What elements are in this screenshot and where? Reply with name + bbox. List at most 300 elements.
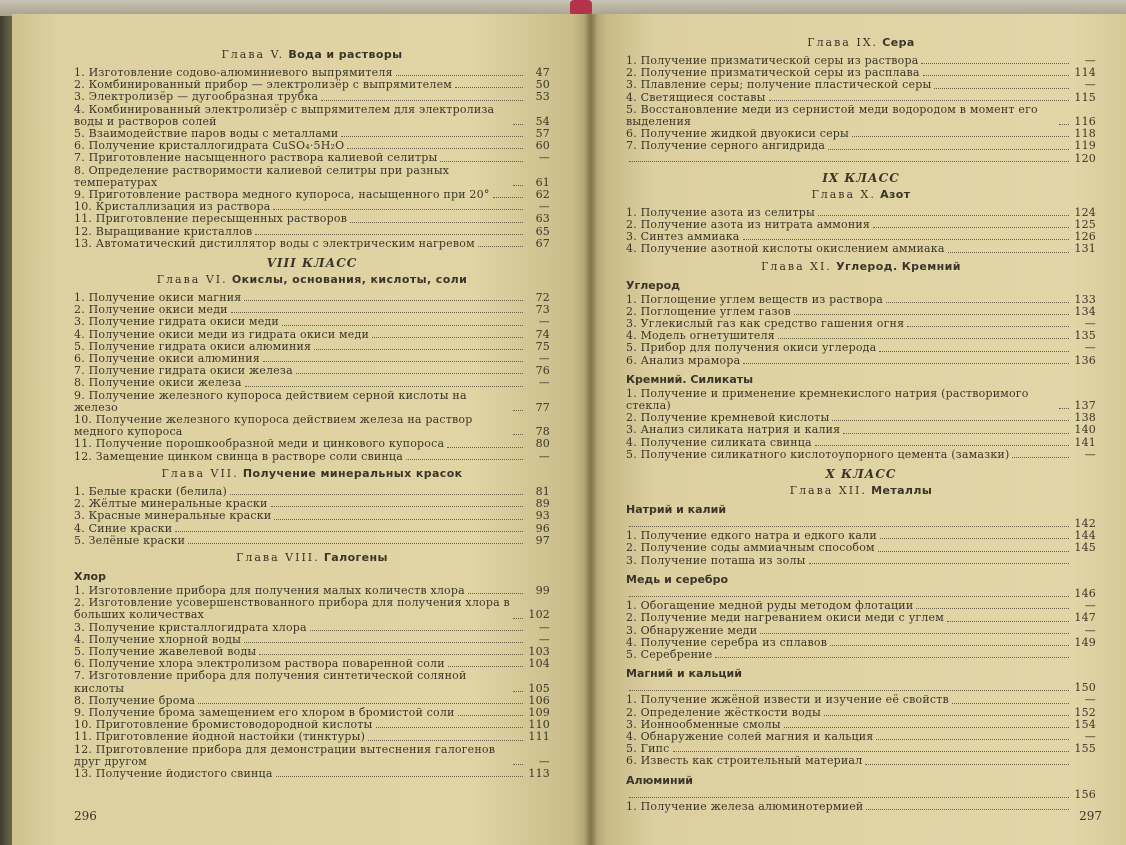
toc-entry-title: 2. Получение азота из нитрата аммония	[626, 218, 871, 232]
toc-entry-title: 9. Получение брома замещением его хлором в бромистой соли	[74, 705, 455, 719]
chapter-title: Азот	[880, 187, 911, 201]
toc-entry-title: 8. Получение окиси железа	[74, 376, 242, 390]
toc-page-number: —	[1084, 599, 1096, 613]
chapter-title: Вода и растворы	[288, 48, 403, 61]
toc-entry	[626, 625, 1096, 637]
toc-page-number: 155	[1074, 742, 1096, 756]
dot-leader	[832, 420, 1069, 421]
toc-page-number: 124	[1074, 205, 1096, 219]
dot-leader	[818, 215, 1069, 216]
dot-leader	[255, 234, 523, 235]
dot-leader	[1059, 408, 1069, 409]
toc-entry	[74, 622, 550, 634]
dot-leader	[244, 642, 523, 643]
toc-page-number: 136	[1074, 353, 1096, 367]
toc-page-number: 113	[528, 766, 550, 780]
dot-leader	[376, 727, 523, 728]
dot-leader	[513, 434, 523, 435]
dot-leader	[673, 751, 1070, 752]
toc-entry	[626, 694, 1096, 706]
right-page-content	[626, 36, 1096, 813]
toc-entry-title: 3. Электролизёр — дугообразная трубка	[74, 90, 319, 104]
chapter-label: Глава VII.	[161, 466, 239, 480]
toc-page-number: 99	[535, 583, 550, 597]
toc-page-number: 61	[535, 175, 550, 189]
dot-leader	[455, 87, 523, 88]
dot-leader	[629, 161, 1069, 162]
dot-leader	[879, 351, 1069, 352]
dot-leader	[769, 100, 1069, 101]
toc-page-number: 73	[535, 303, 550, 317]
dot-leader	[809, 563, 1069, 564]
toc-page-number: 65	[535, 224, 550, 238]
toc-page-number: —	[1084, 623, 1096, 637]
toc-entry	[626, 153, 1096, 165]
toc-list	[626, 682, 1096, 767]
dot-leader	[198, 703, 523, 704]
dot-leader	[188, 543, 523, 544]
toc-entry-title: 3. Получение гидрата окиси меди	[74, 315, 279, 329]
toc-entry-title: 2. Изготовление усовершенствованного прибора для получения хлора в больших количествах	[74, 596, 510, 622]
toc-page-number: 138	[1074, 411, 1096, 425]
toc-entry-title: 1. Поглощение углем веществ из раствора	[626, 292, 884, 306]
chapter-title: Окислы, основания, кислоты, соли	[231, 273, 468, 287]
toc-entry	[74, 377, 550, 389]
toc-entry	[626, 104, 1096, 128]
toc-entry-title: 6. Получение жидкой двуокиси серы	[626, 127, 849, 141]
toc-page-number: 76	[535, 364, 550, 378]
toc-entry-title: 6. Получение хлора электролизом раствора поваренной соли	[74, 657, 445, 671]
toc-entry-title: 1. Изготовление содово-алюминиевого выпрямителя	[74, 66, 393, 79]
toc-page-number: 89	[535, 497, 550, 511]
dot-leader	[230, 494, 523, 495]
toc-entry-title: 3. Получение кристаллогидрата хлора	[74, 620, 307, 634]
section-heading: Кремний. Силикаты	[626, 372, 754, 386]
toc-entry-title: 2. Жёлтые минеральные краски	[74, 497, 268, 511]
toc-entry	[74, 523, 550, 535]
toc-entry-title: 4. Комбинированный электролизёр с выпрямителем для электролиза воды и растворов солей	[74, 102, 495, 128]
toc-entry	[74, 535, 550, 547]
toc-entry	[626, 388, 1096, 412]
toc-entry	[74, 213, 550, 225]
dot-leader	[341, 136, 523, 137]
chapter-heading	[74, 551, 550, 564]
toc-page-number: 81	[535, 484, 550, 498]
section-heading: Натрий и калий	[626, 503, 727, 517]
toc-entry-title: 1. Получение окиси магния	[74, 291, 242, 305]
chapter-title: Металлы	[871, 484, 933, 498]
toc-page-number: 125	[1074, 218, 1096, 232]
toc-page-number: —	[538, 352, 550, 366]
toc-page-number: —	[538, 151, 550, 165]
toc-entry-title: 2. Определение жёсткости воды	[626, 705, 821, 719]
chapter-heading	[626, 188, 1096, 201]
dot-leader	[629, 596, 1069, 597]
chapter-label: Глава XII.	[789, 484, 867, 498]
toc-entry-title: 13. Получение йодистого свинца	[74, 766, 273, 780]
toc-entry	[626, 424, 1096, 436]
toc-entry	[626, 79, 1096, 91]
toc-page-number: 145	[1074, 541, 1096, 555]
dot-leader	[743, 363, 1069, 364]
toc-page-number: —	[1084, 54, 1096, 67]
toc-page-number: 126	[1074, 230, 1096, 244]
dot-leader	[916, 608, 1069, 609]
dot-leader	[921, 63, 1069, 64]
toc-entry-title: 6. Известь как строительный материал	[626, 754, 863, 768]
toc-page-number: —	[1084, 729, 1096, 743]
dot-leader	[314, 349, 523, 350]
section-heading: Магний и кальций	[626, 667, 742, 681]
toc-entry-title: 1. Получение железа алюминотермией	[626, 799, 864, 813]
toc-page-number: 147	[1074, 611, 1096, 625]
toc-entry-title: 2. Получение меди нагреванием окиси меди с углем	[626, 611, 944, 625]
toc-page-number: 105	[528, 681, 550, 695]
toc-list	[626, 207, 1096, 256]
dot-leader	[843, 433, 1069, 434]
dot-leader	[513, 410, 523, 411]
toc-page-number: 106	[528, 693, 550, 707]
toc-entry-title: 3. Обнаружение меди	[626, 623, 758, 637]
toc-entry-title: 10. Кристаллизация из раствора	[74, 200, 271, 214]
toc-entry-title: 3. Углекислый газ как средство гашения огня	[626, 317, 905, 331]
toc-entry-title: 7. Получение гидрата окиси железа	[74, 364, 293, 378]
toc-page-number: 47	[535, 66, 550, 79]
toc-list	[626, 518, 1096, 567]
right-page	[590, 14, 1126, 845]
section-heading: Углерод	[626, 278, 681, 292]
toc-page-number: —	[1084, 447, 1096, 461]
toc-entry-title: 6. Анализ мрамора	[626, 353, 741, 367]
toc-entry-title: 9. Получение железного купороса действием серной кислоты на железо	[74, 388, 467, 414]
toc-page-number: 67	[535, 236, 550, 250]
dot-leader	[794, 314, 1069, 315]
chapter-heading	[626, 260, 1096, 273]
class-heading: IX КЛАСС	[822, 170, 900, 185]
chapter-label: Глава IX.	[807, 36, 879, 49]
toc-entry	[74, 152, 550, 164]
toc-page-number: 50	[535, 78, 550, 92]
toc-entry-title: 7. Получение серного ангидрида	[626, 139, 826, 153]
toc-page-number: 116	[1074, 115, 1096, 129]
toc-page-number: 63	[535, 212, 550, 226]
toc-entry	[626, 243, 1096, 255]
dot-leader	[784, 727, 1069, 728]
toc-entry-title: 2. Получение призматической серы из расплава	[626, 66, 920, 80]
dot-leader	[271, 506, 523, 507]
toc-page-number: —	[1084, 78, 1096, 92]
dot-leader	[448, 666, 523, 667]
dot-leader	[396, 75, 523, 76]
toc-entry-title: 4. Получение серебра из сплавов	[626, 635, 828, 649]
chapter-label: Глава V.	[221, 48, 285, 61]
dot-leader	[296, 373, 523, 374]
toc-entry-title: 2. Получение окиси меди	[74, 303, 228, 317]
toc-entry-title: 1. Получение азота из селитры	[626, 205, 815, 219]
toc-entry	[626, 555, 1096, 567]
toc-page-number: 150	[1074, 681, 1096, 695]
dot-leader	[513, 764, 523, 765]
toc-entry	[74, 731, 550, 743]
toc-page-number: 152	[1074, 705, 1096, 719]
dot-leader	[372, 337, 523, 338]
dot-leader	[878, 551, 1069, 552]
toc-entry-title: 3. Синтез аммиака	[626, 230, 740, 244]
toc-page-number: 53	[535, 90, 550, 104]
dot-leader	[458, 715, 523, 716]
left-page-content	[74, 48, 550, 780]
toc-entry	[74, 744, 550, 768]
dot-leader	[440, 161, 523, 162]
toc-entry	[626, 731, 1096, 743]
dot-leader	[1059, 124, 1069, 125]
toc-page-number: 75	[535, 339, 550, 353]
dot-leader	[715, 657, 1069, 658]
dot-leader	[852, 136, 1069, 137]
dot-leader	[828, 149, 1069, 150]
toc-entry-title: 2. Комбинированный прибор — электролизёр с выпрямителем	[74, 78, 453, 92]
chapter-title: Сера	[882, 36, 915, 49]
toc-entry	[74, 670, 550, 694]
chapter-heading	[74, 273, 550, 286]
dot-leader	[347, 148, 523, 149]
dot-leader	[934, 88, 1069, 89]
toc-page-number: —	[1084, 341, 1096, 355]
toc-page-number: 104	[528, 657, 550, 671]
toc-entry	[626, 707, 1096, 719]
dot-leader	[1012, 457, 1069, 458]
toc-entry-title: 2. Получение соды аммиачным способом	[626, 541, 875, 555]
chapter-title: Получение минеральных красок	[242, 466, 463, 480]
dot-leader	[273, 209, 523, 210]
toc-entry	[74, 438, 550, 450]
section-heading: Медь и серебро	[626, 572, 729, 586]
toc-list	[626, 388, 1096, 461]
toc-entry	[626, 140, 1096, 152]
toc-entry-title: 5. Прибор для получения окиси углерода	[626, 341, 877, 355]
toc-entry	[626, 294, 1096, 306]
toc-entry	[74, 104, 550, 128]
dot-leader	[629, 690, 1069, 691]
toc-entry-title: 1. Получение и применение кремнекислого натрия (растворимого стекла)	[626, 386, 1029, 413]
dot-leader	[321, 100, 523, 101]
dot-leader	[478, 246, 523, 247]
toc-page-number: 154	[1074, 717, 1096, 731]
toc-page-number: —	[538, 754, 550, 768]
dot-leader	[815, 445, 1069, 446]
page-number: 297	[1079, 809, 1102, 823]
toc-entry-title: 5. Восстановление меди из сернистой меди водородом в момент его выделения	[626, 102, 1038, 129]
toc-page-number: —	[538, 200, 550, 214]
toc-entry-title: 3. Получение поташа из золы	[626, 553, 806, 567]
dot-leader	[866, 809, 1069, 810]
dot-leader	[276, 776, 523, 777]
toc-entry-title: 5. Получение жавелевой воды	[74, 644, 257, 658]
dot-leader	[350, 222, 523, 223]
toc-entry	[74, 414, 550, 438]
toc-entry-title: 5. Получение гидрата окиси алюминия	[74, 339, 312, 353]
toc-page-number: 97	[535, 533, 550, 547]
toc-page-number: 144	[1074, 529, 1096, 543]
section-heading: Хлор	[74, 569, 106, 583]
toc-page-number: 54	[535, 114, 550, 128]
toc-entry-title: 10. Получение железного купороса действием железа на раствор медного купороса	[74, 413, 473, 439]
toc-entry-title: 4. Получение окиси меди из гидрата окиси меди	[74, 327, 370, 341]
toc-entry	[626, 755, 1096, 767]
dot-leader	[513, 124, 523, 125]
dot-leader	[406, 459, 523, 460]
toc-entry-title: 9. Приготовление раствора медного купороса, насыщенного при 20°	[74, 188, 490, 202]
toc-entry-title: 1. Обогащение медной руды методом флотации	[626, 599, 914, 613]
toc-list	[626, 55, 1096, 165]
toc-list	[74, 67, 550, 250]
toc-entry	[74, 451, 550, 463]
dot-leader	[259, 654, 523, 655]
toc-entry	[626, 449, 1096, 461]
toc-entry-title: 3. Красные минеральные краски	[74, 509, 272, 523]
toc-page-number: 102	[528, 608, 550, 622]
class-heading: VIII КЛАСС	[266, 256, 358, 271]
toc-page-number: 118	[1074, 127, 1096, 141]
toc-entry	[74, 510, 550, 522]
toc-entry-title: 7. Изготовление прибора для получения синтетической соляной кислоты	[74, 669, 467, 695]
toc-entry	[74, 238, 550, 250]
toc-page-number: 137	[1074, 399, 1096, 413]
toc-page-number: 103	[528, 644, 550, 658]
toc-entry-title: 5. Получение силикатного кислотоупорного цемента (замазки)	[626, 447, 1010, 461]
chapter-title: Галогены	[323, 550, 388, 564]
toc-entry-title: 5. Серебрение	[626, 647, 713, 661]
dot-leader	[952, 703, 1069, 704]
toc-entry-title: 3. Ионнообменные смолы	[626, 717, 781, 731]
toc-page-number: —	[538, 449, 550, 463]
toc-entry-title: 13. Автоматический дистиллятор воды с электрическим нагревом	[74, 236, 475, 250]
toc-entry-title: 3. Анализ силиката натрия и калия	[626, 423, 841, 437]
toc-entry	[74, 165, 550, 189]
dot-leader	[513, 691, 523, 692]
toc-page-number: 131	[1074, 242, 1096, 256]
dot-leader	[778, 338, 1069, 339]
toc-list	[74, 292, 550, 463]
dot-leader	[310, 630, 523, 631]
toc-page-number: 119	[1074, 139, 1096, 153]
toc-list	[74, 486, 550, 547]
toc-page-number: 109	[528, 705, 550, 719]
toc-entry	[626, 342, 1096, 354]
toc-entry-title: 4. Получение хлорной воды	[74, 632, 242, 646]
toc-page-number: 78	[535, 425, 550, 439]
dot-leader	[245, 386, 523, 387]
toc-entry	[74, 316, 550, 328]
toc-entry	[626, 649, 1096, 661]
toc-entry	[74, 390, 550, 414]
dot-leader	[876, 739, 1069, 740]
toc-entry-title: 12. Замещение цинком свинца в растворе соли свинца	[74, 449, 403, 463]
toc-list	[626, 588, 1096, 661]
toc-page-number: 141	[1074, 435, 1096, 449]
toc-page-number: —	[1084, 693, 1096, 707]
dot-leader	[244, 300, 523, 301]
dot-leader	[513, 185, 523, 186]
toc-entry-title: 12. Выращивание кристаллов	[74, 224, 253, 238]
toc-entry	[626, 801, 1096, 813]
toc-entry-title: 11. Приготовление пересыщенных растворов	[74, 212, 348, 226]
toc-entry-title: 4. Получение силиката свинца	[626, 435, 812, 449]
dot-leader	[629, 526, 1069, 527]
toc-page-number: 156	[1074, 787, 1096, 801]
toc-entry-title: 11. Получение порошкообразной меди и цинкового купороса	[74, 437, 445, 451]
dot-leader	[760, 633, 1069, 634]
toc-entry-title: 5. Зелёные краски	[74, 533, 186, 547]
toc-page-number: 146	[1074, 586, 1096, 600]
toc-entry-title: 11. Приготовление йодной настойки (тинктуры)	[74, 730, 366, 744]
dot-leader	[830, 645, 1069, 646]
dot-leader	[948, 252, 1069, 253]
dot-leader	[175, 531, 523, 532]
toc-entry-title: 6. Получение окиси алюминия	[74, 352, 260, 366]
toc-entry-title: 1. Белые краски (белила)	[74, 484, 228, 498]
toc-entry	[626, 92, 1096, 104]
toc-page-number: 114	[1074, 66, 1096, 80]
dot-leader	[743, 239, 1069, 240]
toc-list	[74, 585, 550, 780]
dot-leader	[629, 797, 1069, 798]
section-heading: Алюминий	[626, 773, 693, 787]
dot-leader	[923, 75, 1069, 76]
toc-entry-title: 12. Приготовление прибора для демонстрации вытеснения галогенов друг другом	[74, 742, 496, 768]
toc-entry-title: 6. Получение кристаллогидрата CuSO₄·5H₂O	[74, 139, 345, 153]
toc-entry-title: 10. Приготовление бромистоводородной кислоты	[74, 718, 373, 732]
toc-entry-title: 8. Получение брома	[74, 693, 196, 707]
toc-entry-title: 4. Обнаружение солей магния и кальция	[626, 729, 874, 743]
toc-entry	[74, 597, 550, 621]
dot-leader	[880, 538, 1069, 539]
toc-entry-title: 7. Приготовление насыщенного раствора калиевой селитры	[74, 151, 438, 165]
toc-page-number: 60	[535, 139, 550, 153]
toc-entry	[626, 355, 1096, 367]
dot-leader	[824, 715, 1069, 716]
toc-page-number: 62	[535, 188, 550, 202]
toc-page-number: 80	[535, 437, 550, 451]
toc-page-number: 149	[1074, 635, 1096, 649]
toc-entry	[626, 542, 1096, 554]
toc-list	[626, 294, 1096, 367]
chapter-heading	[74, 467, 550, 480]
toc-entry	[626, 789, 1096, 801]
toc-page-number: —	[538, 632, 550, 646]
toc-entry-title: 4. Светящиеся составы	[626, 90, 766, 104]
toc-entry-title: 1. Получение едкого натра и едкого кали	[626, 529, 877, 543]
toc-page-number: 72	[535, 291, 550, 305]
toc-page-number: 96	[535, 521, 550, 535]
toc-page-number: 93	[535, 509, 550, 523]
toc-entry-title: 4. Получение азотной кислоты окислением аммиака	[626, 242, 945, 256]
chapter-heading	[626, 484, 1096, 497]
toc-entry	[74, 91, 550, 103]
dot-leader	[282, 325, 523, 326]
toc-entry	[74, 768, 550, 780]
toc-page-number: —	[1084, 317, 1096, 331]
toc-entry-title: 5. Взаимодействие паров воды с металлами	[74, 127, 339, 141]
dot-leader	[873, 227, 1069, 228]
dot-leader	[231, 312, 523, 313]
dot-leader	[947, 621, 1069, 622]
toc-page-number: —	[538, 376, 550, 390]
toc-entry-title: 1. Получение призматической серы из раствора	[626, 54, 919, 67]
chapter-label: Глава VI.	[156, 273, 228, 287]
toc-page-number: 135	[1074, 329, 1096, 343]
toc-entry-title: 4. Модель огнетушителя	[626, 329, 775, 343]
